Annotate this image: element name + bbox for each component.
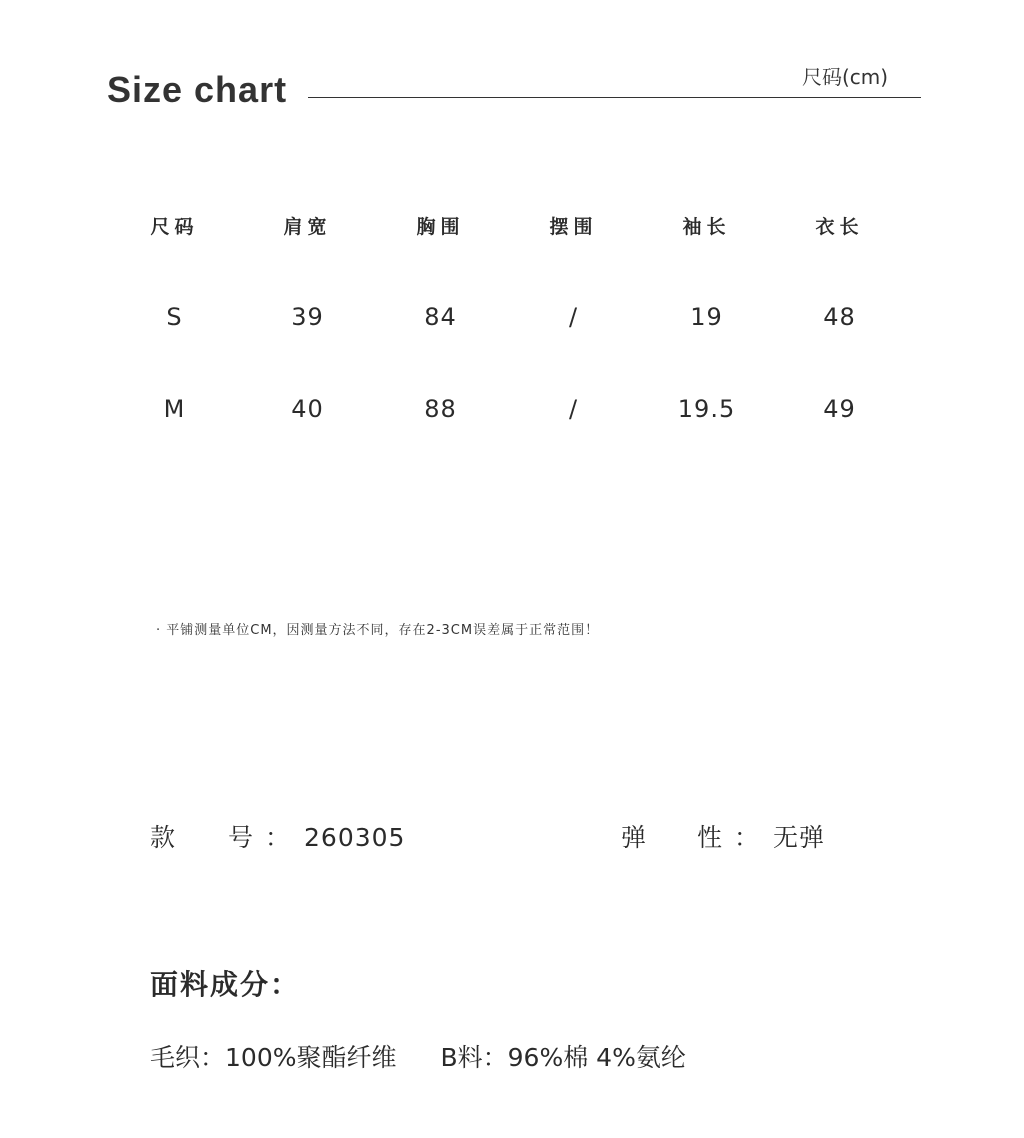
wool-value: 100%聚酯纤维 bbox=[225, 1043, 397, 1072]
cell-hem: / bbox=[568, 303, 579, 331]
elastic-label-b: 性 bbox=[697, 823, 723, 852]
cell-sleeve: 19 bbox=[690, 303, 723, 331]
cell-size: M bbox=[163, 395, 186, 423]
header-chest: 胸围 bbox=[416, 215, 465, 238]
cell-shoulder: 39 bbox=[291, 303, 324, 331]
b-fabric-value: 96%棉 4%氨纶 bbox=[507, 1043, 686, 1072]
cell-length: 49 bbox=[823, 395, 856, 423]
header-shoulder: 肩宽 bbox=[283, 215, 332, 238]
cell-chest: 84 bbox=[424, 303, 457, 331]
elastic-value: 无弹 bbox=[773, 823, 826, 852]
style-label-a: 款 bbox=[150, 823, 176, 852]
header-divider bbox=[308, 97, 921, 98]
size-table bbox=[108, 195, 908, 471]
page-title: Size chart bbox=[107, 69, 288, 110]
fabric-title: 面料成分： bbox=[150, 968, 301, 1001]
cell-hem: / bbox=[568, 395, 579, 423]
unit-label: 尺码(cm) bbox=[802, 65, 889, 89]
cell-chest: 88 bbox=[424, 395, 457, 423]
elastic-separator: ： bbox=[734, 823, 760, 852]
style-label-b: 号 bbox=[228, 823, 254, 852]
style-value: 260305 bbox=[304, 823, 406, 852]
wool-label: 毛织： bbox=[150, 1043, 226, 1072]
elastic-label-a: 弹 bbox=[621, 823, 647, 852]
table-row bbox=[108, 287, 908, 347]
cell-shoulder: 40 bbox=[291, 395, 324, 423]
header-length: 衣长 bbox=[815, 215, 864, 238]
header-sleeve: 袖长 bbox=[682, 215, 731, 238]
fabric-composition bbox=[150, 1040, 686, 1076]
elasticity bbox=[621, 820, 825, 856]
measurement-note: · 平铺测量单位CM，因测量方法不同，存在2-3CM误差属于正常范围！ bbox=[156, 623, 600, 638]
header-hem: 摆围 bbox=[549, 215, 598, 238]
cell-size: S bbox=[166, 303, 183, 331]
table-header-row bbox=[108, 195, 908, 255]
cell-length: 48 bbox=[823, 303, 856, 331]
style-number bbox=[150, 820, 405, 856]
header-size: 尺码 bbox=[150, 215, 199, 238]
b-fabric-label: B料： bbox=[440, 1043, 508, 1072]
cell-sleeve: 19.5 bbox=[677, 395, 736, 423]
style-separator: ： bbox=[265, 823, 291, 852]
table-row bbox=[108, 379, 908, 439]
